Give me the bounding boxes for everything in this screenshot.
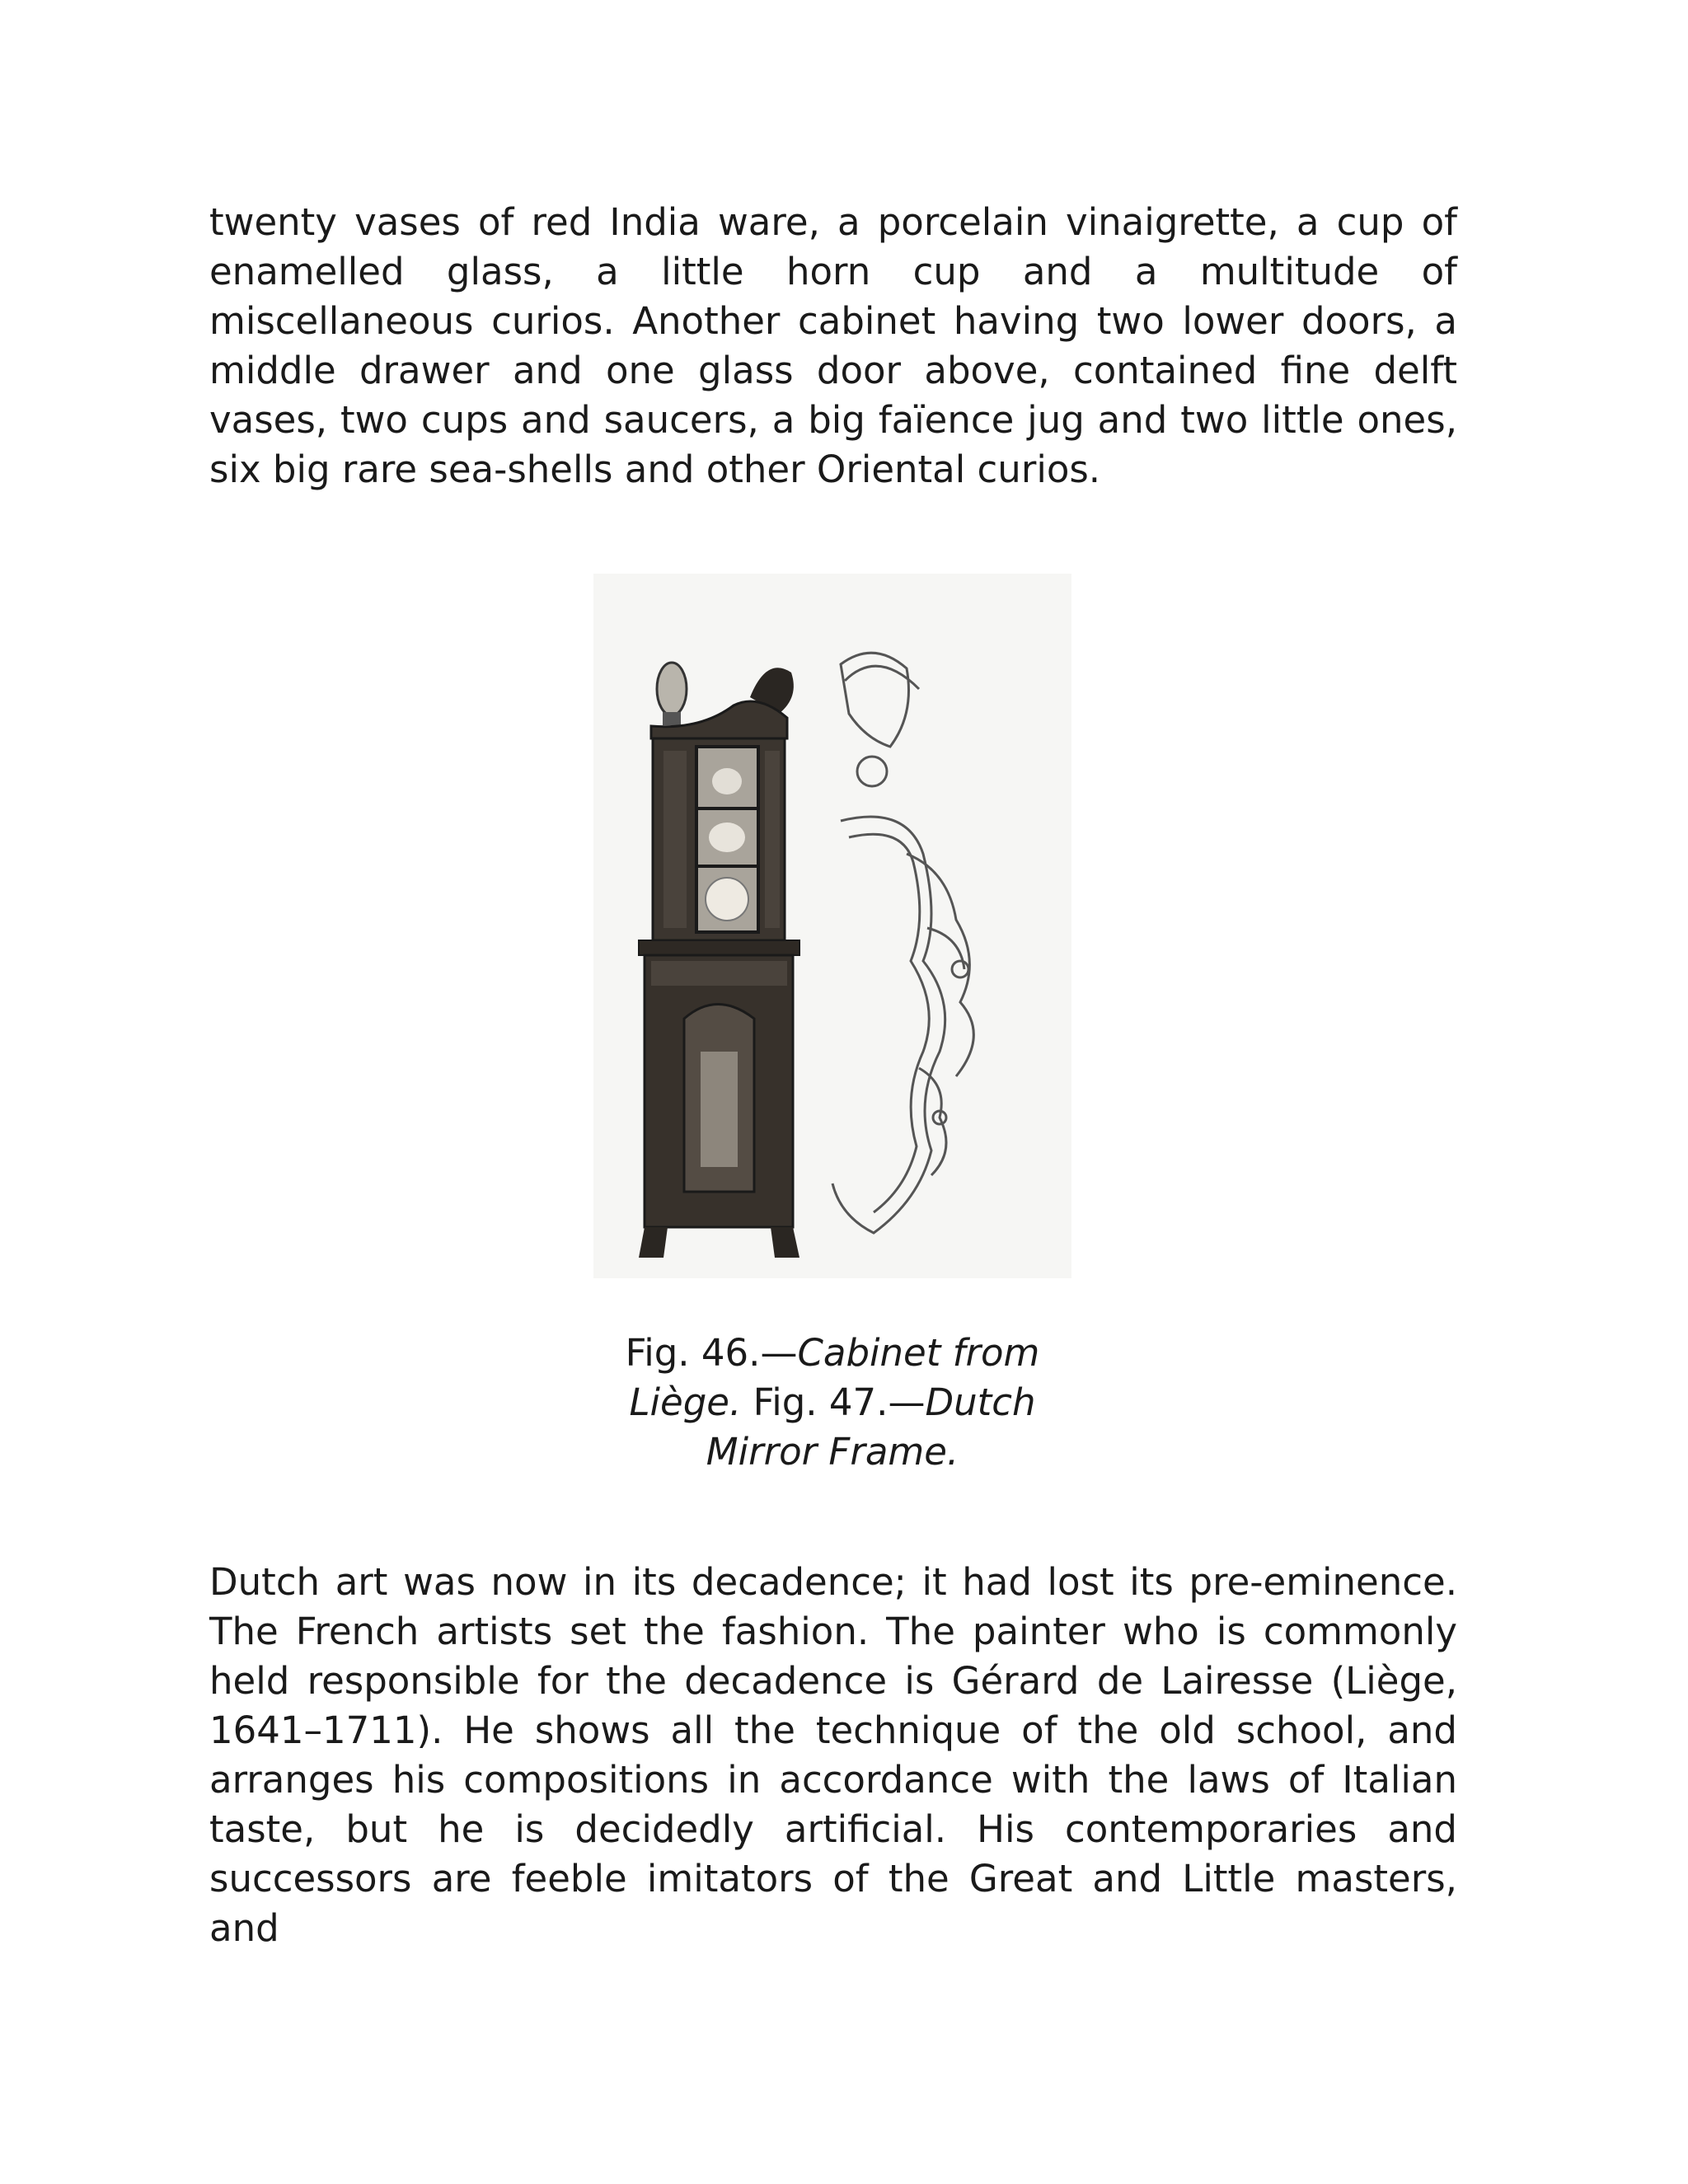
cabinet-illustration [639,663,799,1258]
fig46-title: Cabinet from Liège. [629,1331,1040,1424]
mirror-frame-illustration [832,653,973,1233]
paragraph-bottom: Dutch art was now in its decadence; it had lost its pre-eminence. The French artists set the fashion. The painter who is commonly held responsible for the decadence is Gérard de Lairesse (Liège, 1641–1711). He shows all the technique of the old school, and arranges his compositions in accordance with the laws of Italian taste, but he is decidedly artificial. His contemporaries and successors are feeble imitators of the Great and Little masters, and [209,1560,1457,1950]
fig46-label: Fig. 46.— [625,1331,798,1375]
fig47-title: Dutch Mirror Frame. [706,1380,1036,1474]
paragraph-top: twenty vases of red India ware, a porcelain vinaigrette, a cup of enamelled glass, a little horn cup and a multitude of miscellaneous curios. Another cabinet having two lower doors, a middle drawer and one glass door above, contained fine delft vases, two cups and saucers, a big faïence jug and two little ones, six big rare sea-shells and other Oriental curios. [209,200,1457,491]
fig47-label: Fig. 47.— [741,1380,926,1424]
figure-caption [577,1329,1088,1477]
figure-illustration [593,574,1071,1278]
